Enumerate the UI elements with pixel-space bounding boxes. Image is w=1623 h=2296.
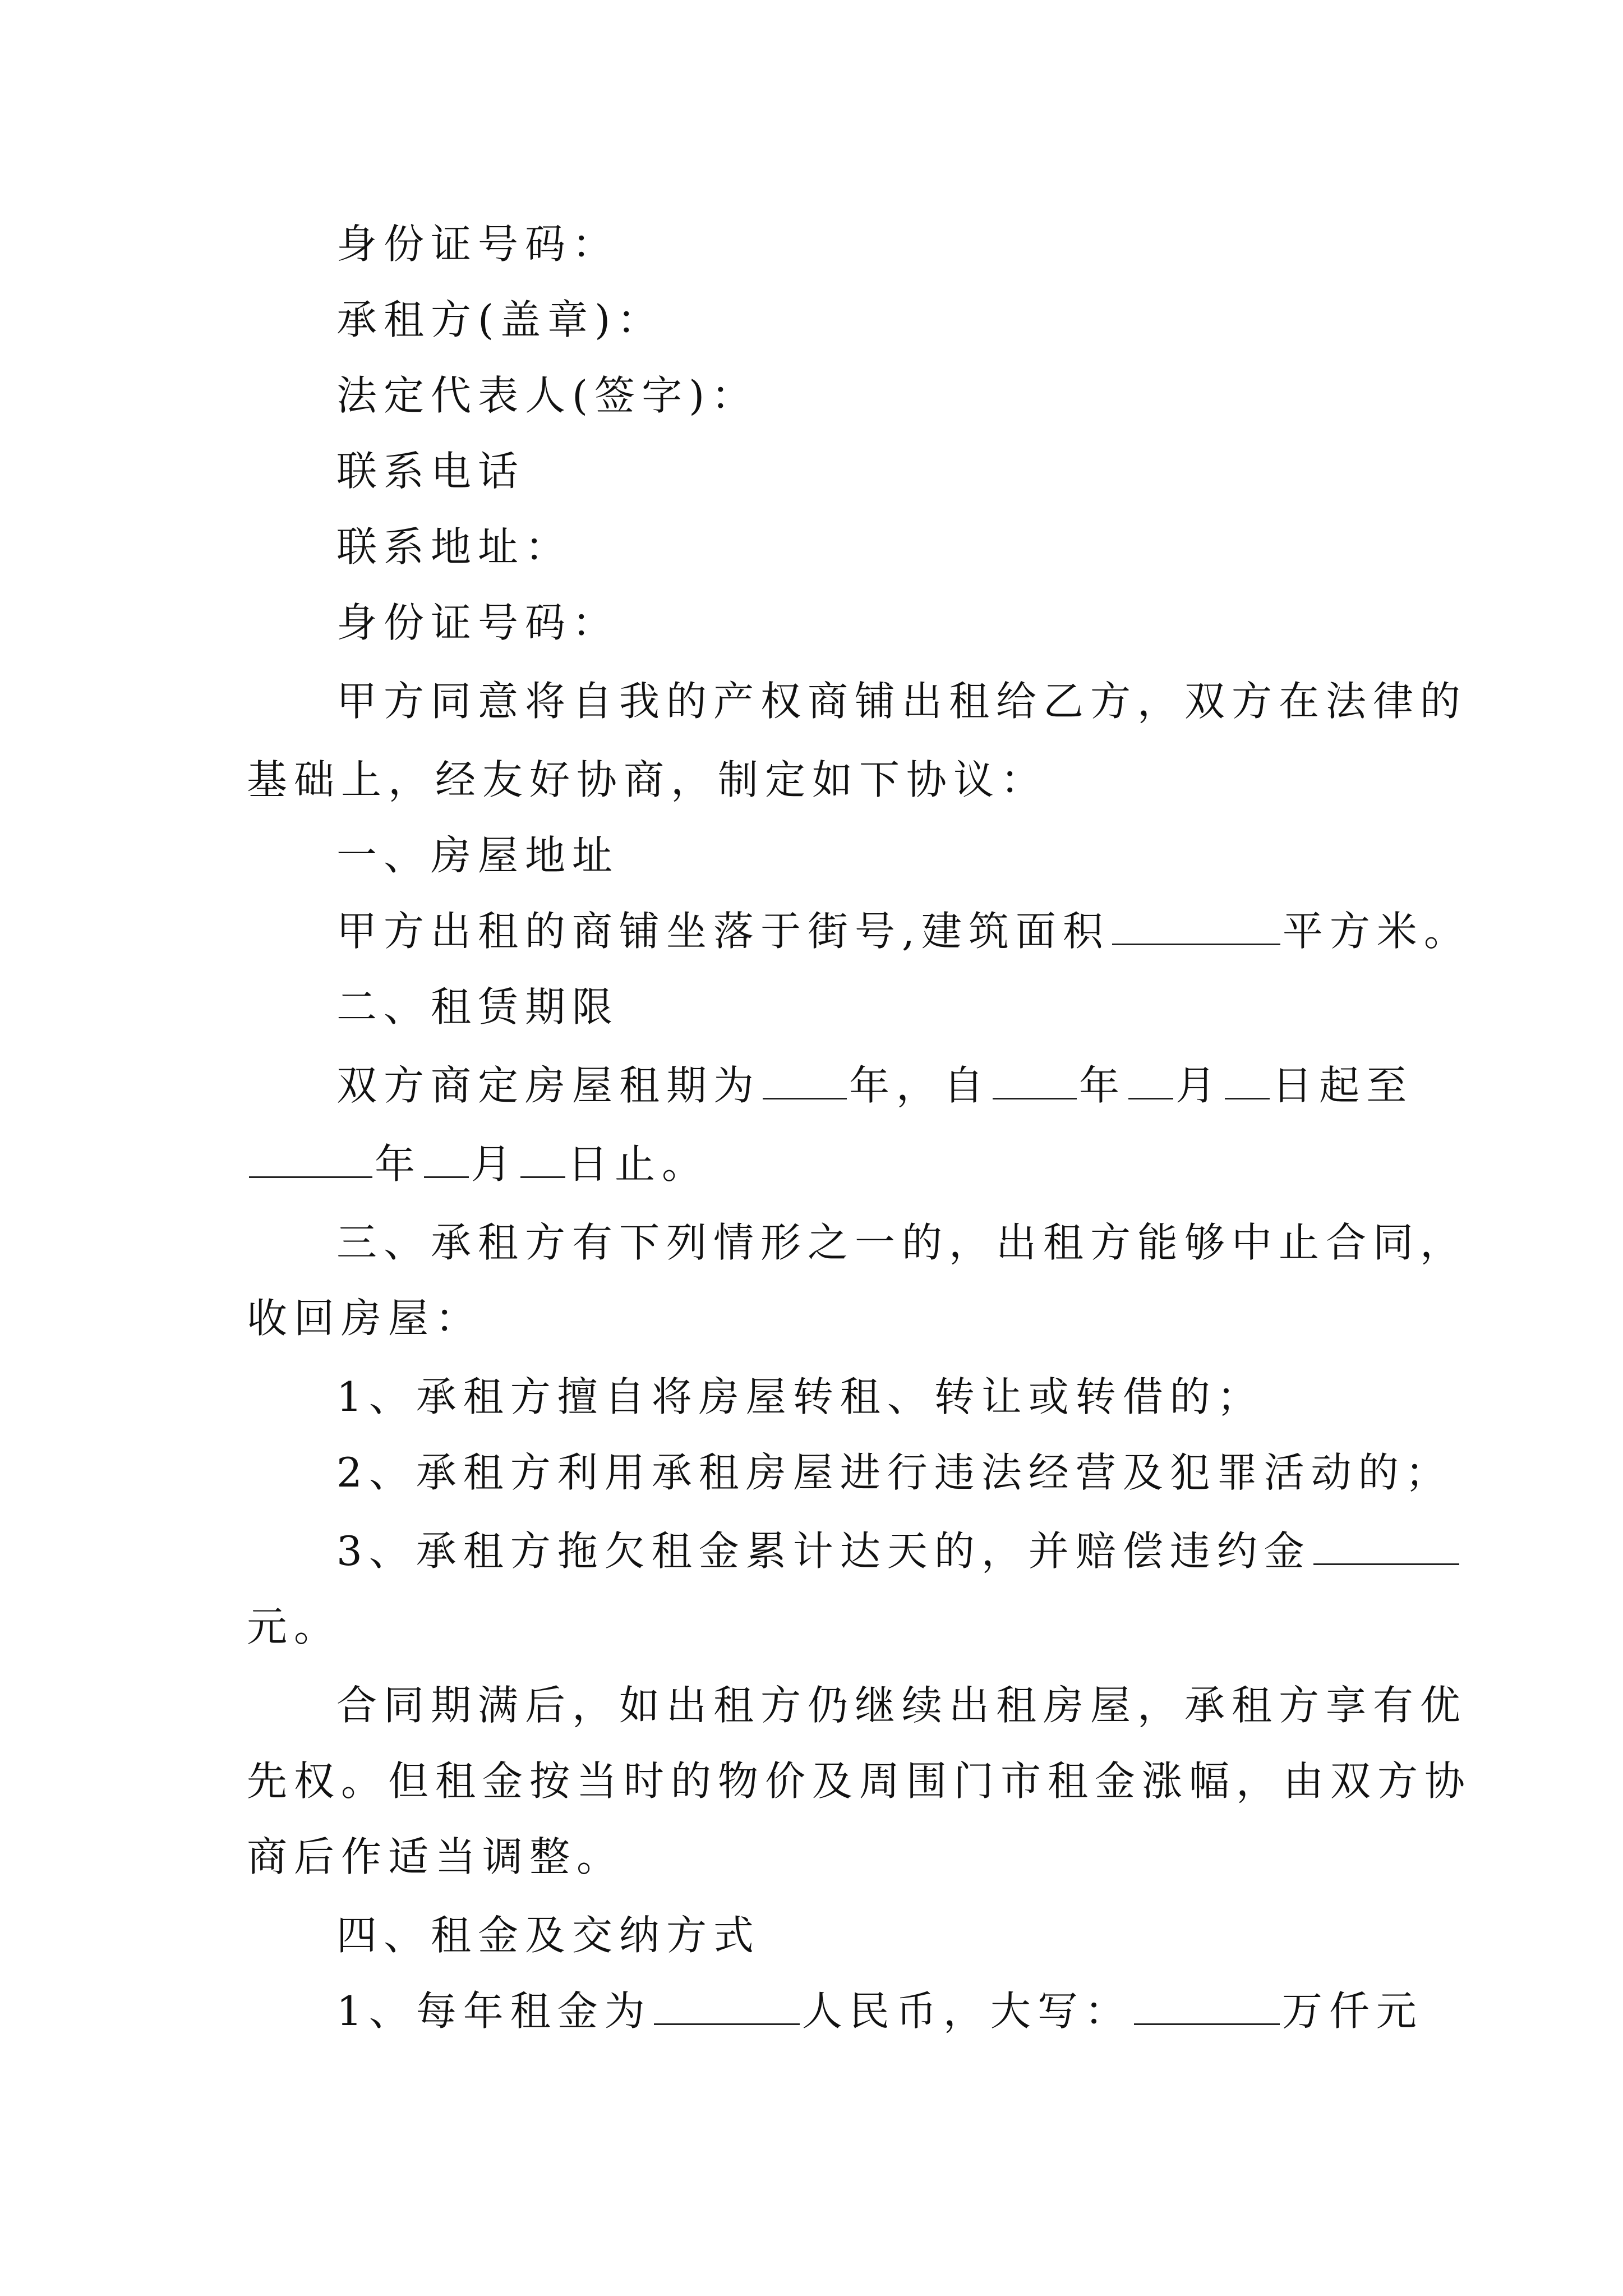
end-day-blank (520, 1137, 565, 1178)
start-year-blank (993, 1059, 1077, 1099)
clause-3-3-text: 3、承租方拖欠租金累计达天的，并赔偿违约金 (336, 1527, 1311, 1575)
legal-representative-label: 法定代表人(签字)： (336, 372, 759, 419)
clause-3-3-continuation: 元。 (247, 1603, 342, 1650)
id-number-label-2: 身份证号码： (336, 599, 620, 646)
contact-phone-label: 联系电话 (336, 448, 525, 495)
start-day-blank (1225, 1059, 1270, 1099)
area-blank (1112, 904, 1280, 945)
term-line-1 (336, 1057, 1413, 1114)
term-line-1-p4: 月 (1175, 1062, 1223, 1109)
renewal-paragraph-line-1: 合同期满后，如出租方仍继续出租房屋，承租方享有优 (336, 1682, 1468, 1729)
rent-line-p2: 人民币，大写： (801, 1987, 1132, 2035)
id-number-label-1: 身份证号码： (336, 220, 620, 268)
penalty-amount-blank (1313, 1524, 1459, 1565)
section-4-heading: 四、租金及交纳方式 (336, 1912, 761, 1959)
section-3-heading-line-1: 三、承租方有下列情形之一的，出租方能够中止合同， (336, 1219, 1468, 1266)
area-line-before: 甲方出租的商铺坐落于街号,建筑面积 (336, 908, 1110, 955)
rent-line (336, 1983, 1423, 2039)
clause-3-3 (336, 1523, 1461, 1579)
section-3-heading-line-2: 收回房屋： (247, 1295, 483, 1342)
renewal-paragraph-line-2: 先权。但租金按当时的物价及周围门市租金涨幅，由双方协 (247, 1757, 1472, 1805)
clause-3-2: 2、承租方利用承租房屋进行违法经营及犯罪活动的； (336, 1449, 1453, 1496)
term-line-2-p3: 日止。 (568, 1140, 709, 1188)
area-line (336, 903, 1471, 959)
term-line-1-p3: 年 (1079, 1062, 1127, 1109)
term-line-1-p2: 年，自 (849, 1062, 991, 1109)
term-line-2-p1: 年 (375, 1140, 422, 1188)
term-line-1-p5: 日起至 (1272, 1062, 1414, 1109)
lessee-seal-label: 承租方(盖章)： (336, 296, 665, 343)
term-line-2-p2: 月 (471, 1140, 519, 1188)
rent-line-p3: 万仟元 (1281, 1987, 1423, 2035)
term-line-2 (247, 1136, 709, 1192)
term-line-1-p1: 双方商定房屋租期为 (336, 1062, 761, 1109)
term-years-blank (763, 1059, 847, 1099)
clause-3-1: 1、承租方擅自将房屋转租、转让或转借的； (336, 1373, 1264, 1420)
start-month-blank (1128, 1059, 1173, 1099)
section-2-heading: 二、租赁期限 (336, 983, 620, 1030)
area-line-after: 平方米。 (1282, 908, 1471, 955)
contact-address-label: 联系地址： (336, 523, 573, 570)
annual-rent-blank (654, 1984, 800, 2025)
rent-line-p1: 1、每年租金为 (336, 1987, 652, 2035)
intro-paragraph-line-1: 甲方同意将自我的产权商铺出租给乙方，双方在法律的 (336, 678, 1468, 725)
rent-uppercase-blank (1134, 1984, 1280, 2025)
section-1-heading: 一、房屋地址 (336, 832, 620, 879)
end-year-blank (249, 1137, 372, 1178)
end-month-blank (424, 1137, 469, 1178)
renewal-paragraph-line-3: 商后作适当调整。 (247, 1833, 624, 1880)
intro-paragraph-line-2: 基础上，经友好协商，制定如下协议： (247, 756, 1048, 803)
